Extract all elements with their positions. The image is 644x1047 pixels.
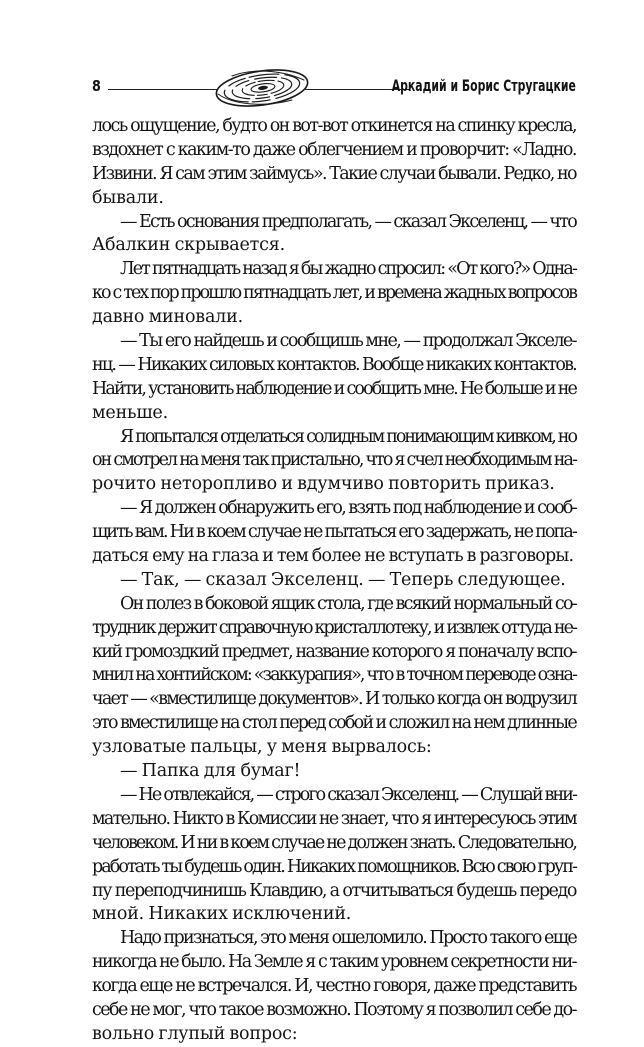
- text-line: никогда не было. На Земле я с таким уровнем секретности ни-: [92, 952, 576, 973]
- running-header: [92, 64, 576, 112]
- text-line: мнил на хонтийском: «заккурапия», что в точном переводе озна-: [92, 665, 576, 686]
- text-line: рочито неторопливо и вдумчиво повторить приказ.: [92, 474, 555, 495]
- text-line: Лет пятнадцать назад я бы жадно спросил: «От кого?» Одна-: [120, 259, 576, 280]
- page-number: 8: [92, 77, 101, 95]
- text-line: себе не мог, что такое возможно. Поэтому я позволил себе до-: [92, 999, 576, 1020]
- header-rule-left: [108, 89, 218, 90]
- text-line: Найти, установить наблюдение и сообщить мне. Не больше и не: [92, 378, 576, 399]
- text-line: Абалкин скрывается.: [92, 235, 285, 256]
- text-line: это вместилище на стол перед собой и сложил на нем длинные: [92, 713, 576, 734]
- text-line: меньше.: [92, 402, 168, 423]
- text-line: человеком. И ни в коем случае не должен знать. Следовательно,: [92, 832, 576, 853]
- spiral-galaxy-icon: [212, 64, 312, 112]
- text-line: — Так, — сказал Экселенц. — Теперь следующее.: [120, 569, 566, 590]
- text-line: — Я должен обнаружить его, взять под наблюдение и сооб-: [120, 498, 576, 519]
- text-line: Надо признаться, это меня ошеломило. Просто такого еще: [120, 928, 576, 949]
- text-line: узловатые пальцы, у меня вырвалось:: [92, 737, 432, 758]
- text-line: — Не отвлекайся, — строго сказал Экселенц. — Слушай вни-: [120, 784, 576, 805]
- text-line: — Есть основания предполагать, — сказал Экселенц, — что: [120, 211, 576, 232]
- text-line: щить вам. Ни в коем случае не пытаться его задержать, не попа-: [92, 522, 576, 543]
- text-line: нц. — Никаких силовых контактов. Вообще никаких контактов.: [92, 354, 576, 375]
- text-line: мной. Никаких исключений.: [92, 904, 352, 925]
- text-line: — Ты его найдешь и сообщишь мне, — продолжал Экселе-: [120, 331, 576, 352]
- text-line: когда еще не встречался. И, честно говоря, даже представить: [92, 976, 576, 997]
- body-text: [92, 115, 576, 1047]
- text-line: бывали.: [92, 187, 164, 208]
- text-line: трудник держит справочную кристаллотеку, и извлек оттуда не-: [92, 617, 576, 638]
- text-line: работать ты будешь один. Никаких помощников. Всю свою груп-: [92, 856, 576, 877]
- text-line: чает — «вместилище документов». И только когда он водрузил: [92, 689, 576, 710]
- text-line: пу переподчинишь Клавдию, а отчитываться будешь передо: [92, 880, 576, 901]
- text-line: кий громоздкий предмет, название которого я поначалу вспо-: [92, 641, 576, 662]
- text-line: Я попытался отделаться солидным понимающим кивком, но: [120, 426, 576, 447]
- text-line: давно миновали.: [92, 307, 243, 328]
- text-line: он смотрел на меня так пристально, что я счел необходимым на-: [92, 450, 576, 471]
- text-line: вольно глупый вопрос:: [92, 1023, 298, 1044]
- text-line: Извини. Я сам этим займусь». Такие случаи бывали. Редко, но: [92, 163, 576, 184]
- text-line: даться ему на глаза и тем более не вступать в разговоры.: [92, 546, 574, 567]
- text-line: — Папка для бумаг!: [120, 761, 301, 782]
- text-line: Он полез в боковой ящик стола, где всякий нормальный со-: [120, 593, 576, 614]
- text-line: мательно. Никто в Комиссии не знает, что я интересуюсь этим: [92, 808, 576, 829]
- text-line: ко с тех пор прошло пятнадцать лет, и времена жадных вопросов: [92, 283, 576, 304]
- text-line: лось ощущение, будто он вот-вот откинется на спинку кресла,: [92, 116, 576, 136]
- text-line: вздохнет с каким-то даже облегчением и проворчит: «Ладно.: [92, 139, 576, 160]
- running-title: Аркадий и Борис Стругацкие: [391, 76, 576, 95]
